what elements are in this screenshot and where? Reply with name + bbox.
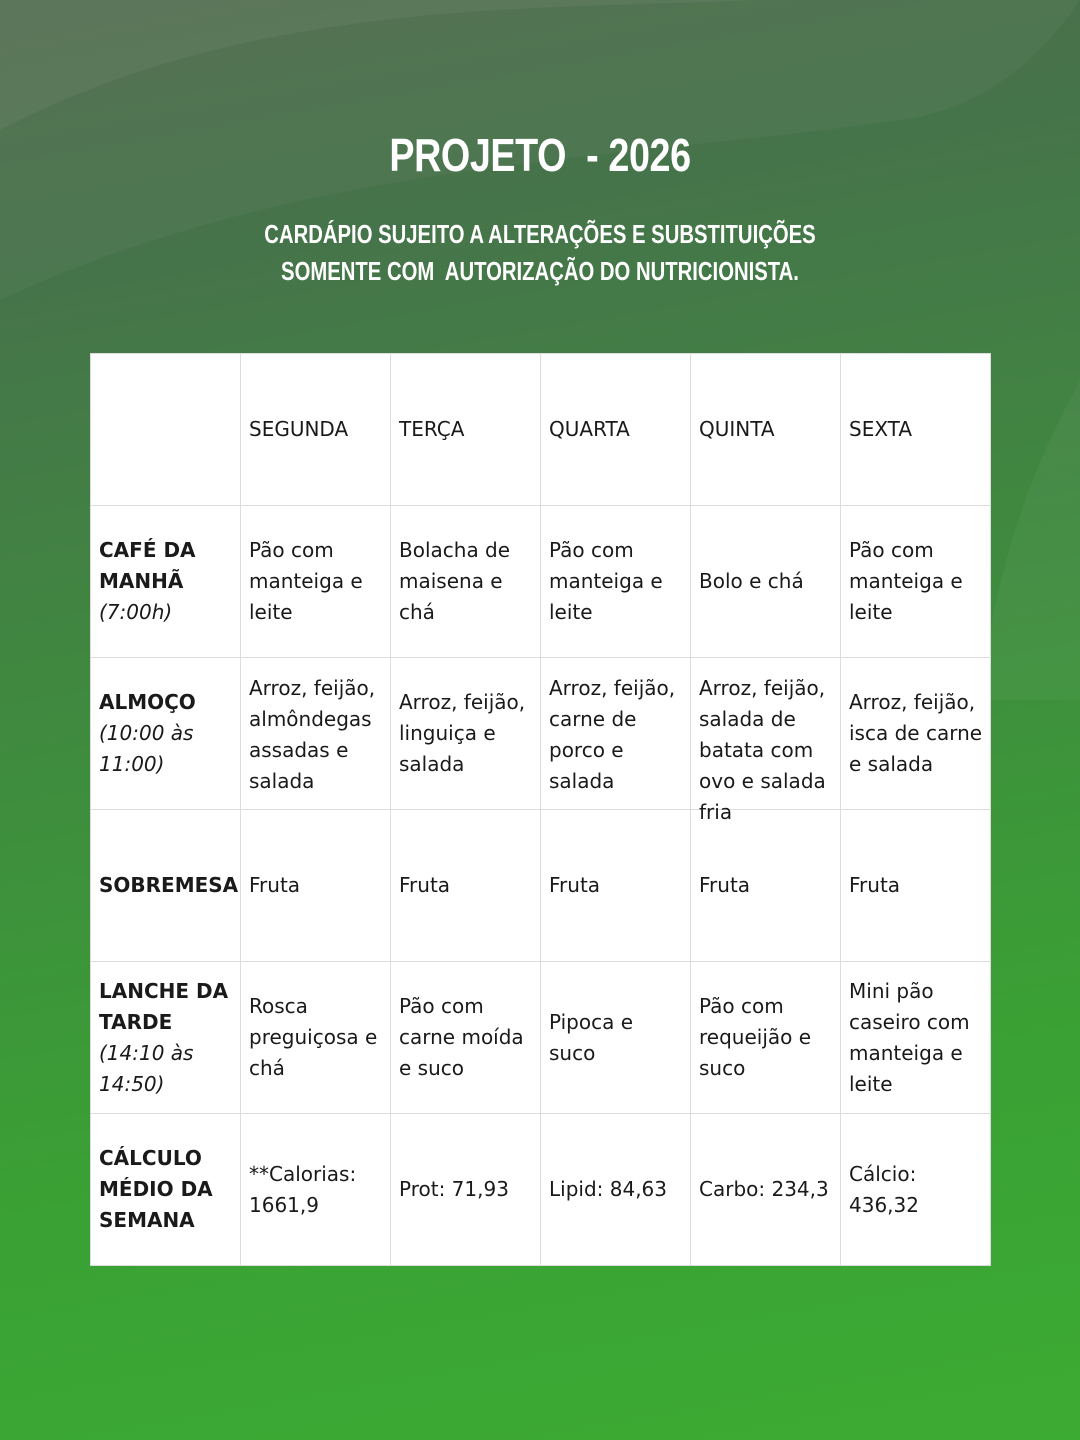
page-subtitle xyxy=(119,216,961,290)
cell-text: Arroz, feijão, carne de porco e salada xyxy=(549,675,676,793)
cell-text: Bolo e chá xyxy=(699,569,804,593)
table-cell xyxy=(541,962,691,1114)
meal-name: ALMOÇO xyxy=(99,690,196,714)
cell-text: Lipid: 84,63 xyxy=(549,1177,667,1201)
table-cell xyxy=(241,810,391,962)
cell-text: Arroz, feijão, isca de carne e salada xyxy=(849,690,983,776)
meal-label-lanche-da-tarde xyxy=(91,962,241,1114)
table-cell xyxy=(841,1114,991,1266)
subtitle-line-1: CARDÁPIO SUJEITO A ALTERAÇÕES E SUBSTITUIÇÕES xyxy=(264,219,816,249)
table-header-row xyxy=(91,354,991,506)
cell-text: Mini pão caseiro com manteiga e leite xyxy=(849,978,970,1096)
cell-text: Prot: 71,93 xyxy=(399,1177,509,1201)
cell-text: Cálcio: 436,32 xyxy=(849,1161,919,1217)
meal-name: SOBREMESA xyxy=(99,873,239,897)
table-cell xyxy=(691,962,841,1114)
meal-name: CAFÉ DA MANHÃ xyxy=(99,538,196,593)
meal-time: (7:00h) xyxy=(99,600,173,624)
meal-label-cafe-da-manha xyxy=(91,506,241,658)
table-cell xyxy=(241,1114,391,1266)
table-cell xyxy=(391,658,541,810)
table-row-cafe-da-manha xyxy=(91,506,991,658)
meal-name: CÁLCULO MÉDIO DA SEMANA xyxy=(99,1146,213,1232)
table-cell xyxy=(691,506,841,658)
table-cell xyxy=(841,506,991,658)
table-cell xyxy=(691,658,841,824)
cell-text: Pão com manteiga e leite xyxy=(549,538,663,624)
table-cell xyxy=(391,810,541,962)
cell-text: Fruta xyxy=(699,873,751,897)
cell-text: Fruta xyxy=(249,873,301,897)
table-cell xyxy=(391,506,541,658)
table-cell xyxy=(541,658,691,810)
page-title: PROJETO - 2026 xyxy=(389,129,691,181)
meal-time: (10:00 às 11:00) xyxy=(99,721,194,776)
table-cell xyxy=(391,1114,541,1266)
cell-text: Carbo: 234,3 xyxy=(699,1177,829,1201)
cell-text: Pão com requeijão e suco xyxy=(699,994,812,1080)
header-empty-cell xyxy=(91,354,241,506)
header-day-terca: TERÇA xyxy=(391,354,541,506)
meal-label-almoco xyxy=(91,658,241,810)
header-day-quarta: QUARTA xyxy=(541,354,691,506)
cell-text: Pão com carne moída e suco xyxy=(399,994,524,1080)
table-cell xyxy=(691,810,841,962)
table-cell xyxy=(541,1114,691,1266)
subtitle-line-2: SOMENTE COM AUTORIZAÇÃO DO NUTRICIONISTA. xyxy=(281,256,799,286)
cell-text: Bolacha de maisena e chá xyxy=(399,538,511,624)
table-row-almoco xyxy=(91,658,991,810)
table-cell xyxy=(691,1114,841,1266)
cell-text: Pão com manteiga e leite xyxy=(249,538,363,624)
table-cell xyxy=(541,810,691,962)
table-cell xyxy=(841,962,991,1114)
table-row-sobremesa xyxy=(91,810,991,962)
meal-label-sobremesa xyxy=(91,810,241,962)
table-cell xyxy=(841,810,991,962)
cell-text: Fruta xyxy=(549,873,601,897)
table-row-lanche-da-tarde xyxy=(91,962,991,1114)
table-cell xyxy=(241,506,391,658)
header-day-quinta: QUINTA xyxy=(691,354,841,506)
table-cell xyxy=(241,962,391,1114)
cell-text: Pipoca e suco xyxy=(549,1009,634,1065)
cell-text: Rosca preguiçosa e chá xyxy=(249,994,378,1080)
meal-name: LANCHE DA TARDE xyxy=(99,978,229,1034)
cell-text: Arroz, feijão, almôndegas assadas e salada xyxy=(249,675,376,793)
table-cell xyxy=(541,506,691,658)
table-row-calculo-medio xyxy=(91,1114,991,1266)
cell-text: Pão com manteiga e leite xyxy=(849,538,963,624)
table-cell xyxy=(841,658,991,810)
meal-label-calculo-medio xyxy=(91,1114,241,1266)
table-cell xyxy=(241,658,391,810)
cell-text: Fruta xyxy=(399,873,451,897)
cell-text: **Calorias: 1661,9 xyxy=(249,1161,357,1217)
header-day-sexta: SEXTA xyxy=(841,354,991,506)
cell-text: Arroz, feijão, salada de batata com ovo e salada fria xyxy=(699,675,826,824)
table-cell xyxy=(391,962,541,1114)
menu-table xyxy=(90,353,991,1266)
header-day-segunda: SEGUNDA xyxy=(241,354,391,506)
cell-text: Arroz, feijão, linguiça e salada xyxy=(399,690,526,776)
cell-text: Fruta xyxy=(849,873,901,897)
meal-time: (14:10 às 14:50) xyxy=(99,1040,194,1096)
